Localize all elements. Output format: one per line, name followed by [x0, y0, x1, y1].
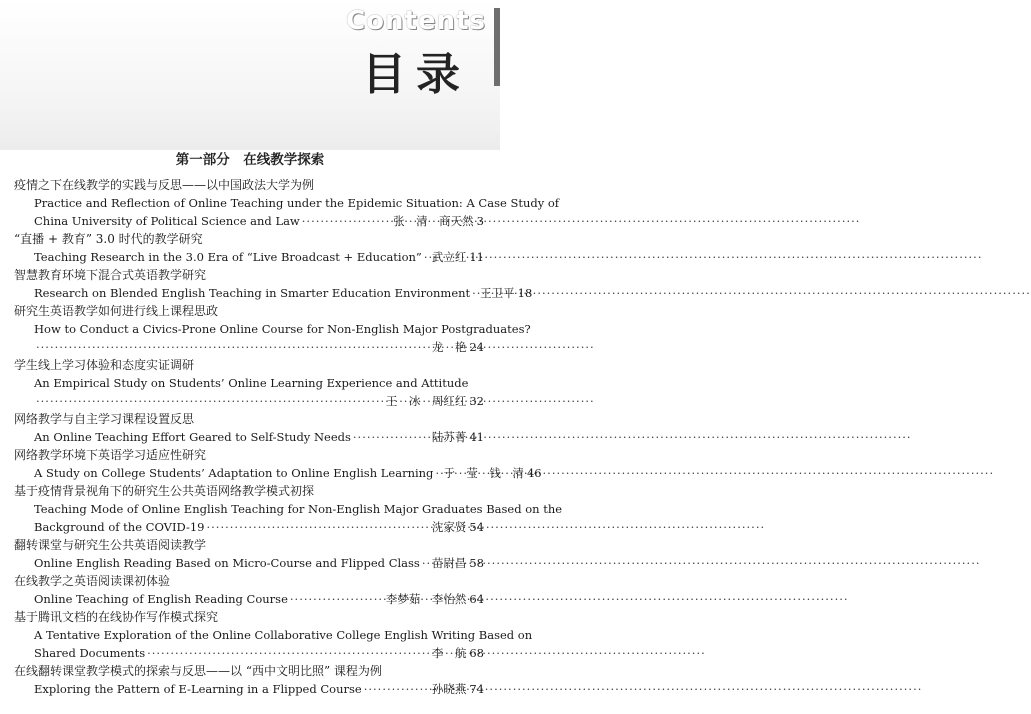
entry-page: 46 [526, 466, 542, 480]
entry-title-en: Online Teaching of English Reading Course [34, 592, 288, 606]
entry-title-cn: 在线翻转课堂教学模式的探索与反思——以 “西中文明比照” 课程为例 [14, 664, 382, 678]
entry-page: 74 [469, 682, 484, 696]
entry-title-cn: 网络教学环境下英语学习适应性研究 [14, 448, 207, 462]
leader-dots [424, 248, 430, 266]
leader-dots [435, 464, 441, 482]
entry-author: 李梦茹 李怡然 [385, 592, 467, 606]
entry-body [34, 590, 484, 608]
entry-author: 张 清 商天然 [393, 214, 474, 228]
entry-title-cn: 基于腾讯文档的在线协作写作模式探究 [14, 610, 219, 624]
entry-title-en: Exploring the Pattern of E-Learning in a Flipped Course [34, 682, 362, 696]
entry-page: 58 [469, 556, 484, 570]
toc-list [14, 176, 563, 698]
entry-title-en: A Study on College Students’ Adaptation to Online English Learning [34, 466, 434, 480]
entry-author: 苗尉昌 [431, 556, 467, 570]
entry-page: 64 [469, 592, 484, 606]
toc-entry [14, 572, 484, 608]
leader-dots [147, 644, 430, 662]
entry-author: 陆苏菁 [431, 430, 467, 444]
entry-title-en-cont: Shared Documents [34, 646, 146, 660]
entry-page: 3 [476, 214, 484, 228]
part-title: 第一部分 在线教学探索 [175, 152, 325, 168]
entry-body [34, 428, 484, 446]
entry-author: 李 航 [431, 646, 467, 660]
entry-title-en: An Online Teaching Effort Geared to Self-Study Needs [34, 430, 351, 444]
toc-entry [14, 410, 484, 446]
entry-page: 24 [469, 340, 484, 354]
entry-body [34, 554, 484, 572]
entry-body [34, 680, 484, 698]
toc-entry [14, 608, 533, 662]
entry-title-en: Practice and Reflection of Online Teaching under the Epidemic Situation: A Case Study of [34, 196, 560, 210]
entry-title-en: Research on Blended English Teaching in Smarter Education Environment [34, 286, 471, 300]
leader-dots [364, 680, 430, 698]
entry-title-cn: 基于疫情背景视角下的研究生公共英语网络教学模式初探 [14, 484, 315, 498]
entry-title-cn: 翻转课堂与研究生公共英语阅读教学 [14, 538, 207, 552]
entry-body [34, 626, 533, 662]
entry-title-en: Teaching Mode of Online English Teaching for Non-English Major Graduates Based on the [34, 502, 563, 516]
entry-title-cn: 智慧教育环境下混合式英语教学研究 [14, 268, 207, 282]
toc-entry [14, 536, 484, 572]
entry-author: 王 冰 周红红 [385, 394, 467, 408]
entry-page: 11 [469, 250, 484, 264]
entry-page: 32 [469, 394, 484, 408]
entry-author: 孙晓燕 [431, 682, 467, 696]
entry-title-en: Teaching Research in the 3.0 Era of “Live Broadcast + Education” [34, 250, 422, 264]
entry-title-cn: 研究生英语教学如何进行线上课程思政 [14, 304, 219, 318]
entry-body [34, 374, 484, 410]
toc-entry [14, 662, 484, 698]
leader-dots [290, 590, 384, 608]
entry-body [34, 248, 484, 266]
toc-entry [14, 356, 484, 410]
entry-author: 于 莹 钱 清 [443, 466, 524, 480]
entry-page: 54 [469, 520, 484, 534]
leader-dots [472, 284, 478, 302]
entry-author: 沈家贤 [431, 520, 467, 534]
entry-author: 龙 艳 [431, 340, 467, 354]
entry-body [34, 284, 533, 302]
entry-body [34, 464, 542, 482]
toc-entry [14, 482, 563, 536]
leader-dots [422, 554, 430, 572]
entry-body [34, 194, 560, 230]
toc-entry [14, 176, 560, 230]
toc-entry [14, 446, 542, 482]
entry-title-en: How to Conduct a Civics-Prone Online Course for Non-English Major Postgraduates? [34, 322, 531, 336]
entry-page: 68 [469, 646, 484, 660]
entry-title-en: A Tentative Exploration of the Online Collaborative College English Writing Based on [34, 628, 533, 642]
entry-title-cn: 疫情之下在线教学的实践与反思——以中国政法大学为例 [14, 178, 315, 192]
corner-bar [494, 8, 500, 86]
contents-heading-en: Contents [346, 6, 486, 36]
toc-entry [14, 230, 484, 266]
toc-entry [14, 302, 531, 356]
leader-dots [36, 392, 384, 410]
entry-body [34, 500, 563, 536]
entry-title-cn: 在线教学之英语阅读课初体验 [14, 574, 171, 588]
entry-title-cn: “直播 + 教育” 3.0 时代的教学研究 [14, 232, 203, 246]
entry-title-en: Online English Reading Based on Micro-Course and Flipped Class [34, 556, 420, 570]
toc-entry [14, 266, 533, 302]
entry-author: 王卫平 [480, 286, 515, 300]
leader-dots [302, 212, 391, 230]
entry-title-en-cont: Background of the COVID-19 [34, 520, 205, 534]
leader-dots [353, 428, 430, 446]
entry-body [34, 320, 531, 356]
entry-title-en-cont: China University of Political Science and Law [34, 214, 300, 228]
entry-page: 41 [469, 430, 484, 444]
entry-title-cn: 网络教学与自主学习课程设置反思 [14, 412, 195, 426]
leader-dots [36, 338, 430, 356]
entry-title-en: An Empirical Study on Students’ Online Learning Experience and Attitude [34, 376, 469, 390]
contents-heading-cn: 目录 [362, 49, 470, 100]
entry-page: 18 [517, 286, 533, 300]
entry-author: 武立红 [431, 250, 467, 264]
entry-title-cn: 学生线上学习体验和态度实证调研 [14, 358, 195, 372]
leader-dots [206, 518, 429, 536]
